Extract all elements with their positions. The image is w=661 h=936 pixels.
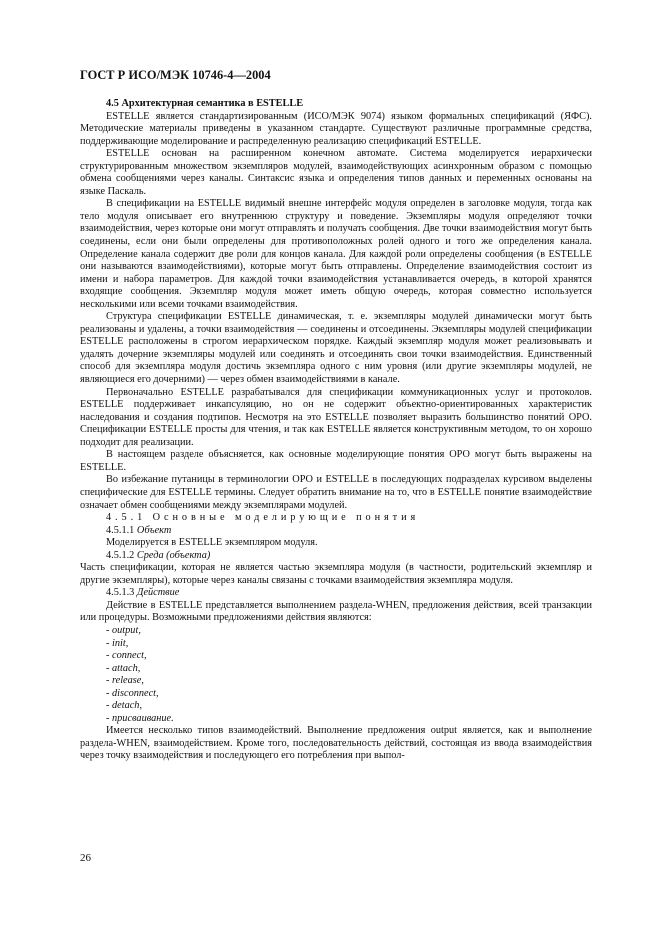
item-heading (80, 587, 592, 600)
list-item: - init, (106, 637, 129, 649)
paragraph: Во избежание путаницы в терминологии ОРО и ESTELLE в последующих подразделах курсивом выделены специфические для ESTELLE термины. Следует обратить внимание на то, что в ESTELLE понятие взаимодействие означает обмен сообщениями между экземплярами модулей. (80, 474, 592, 511)
list-item: - connect, (106, 650, 147, 662)
document-body (80, 98, 592, 763)
paragraph: ESTELLE является стандартизированным (ИСО/МЭК 9074) языком формальных спецификаций (ЯФС). Методические материалы приведены в указанном стандарте. Существуют различные программные средства, поддерживающие моделирование и распределенную реализацию спецификаций ESTELLE. (80, 110, 592, 147)
list-item: - disconnect, (106, 687, 159, 699)
action-list (80, 625, 592, 725)
item-number: 4.5.1.2 (106, 549, 135, 561)
item-heading (80, 550, 592, 563)
item-number: 4.5.1.1 (106, 524, 135, 536)
item-title: Действие (136, 587, 180, 599)
subsection-title: 4.5.1 Основные моделирующие понятия (106, 512, 420, 524)
paragraph: Действие в ESTELLE представляется выполнением раздела-WHEN, предложения действия, всей транзакции или процедуры. Возможными предложениями действия являются: (80, 599, 592, 624)
paragraph: Часть спецификации, которая не является частью экземпляра модуля (в частности, родительский экземпляр и другие экземпляры), которые через каналы связаны с точками взаимодействия экземпляра модуля. (80, 562, 592, 586)
page-number: 26 (80, 852, 91, 864)
paragraph: Структура спецификации ESTELLE динамическая, т. е. экземпляры модулей динамически могут быть реализованы и удалены, а точки взаимодействия — соединены и отсоединены. Экземпляры модулей спецификации ESTELLE расположены в строгом иерархическом порядке. Каждый экземпляр модуля может реализовывать и удалять дочерние экземпляры модулей или соединять и отсоединять свои точки взаимодействия. Единственный способ для экземпляра модуля достичь экземпляра одного с ним уровня (или другие экземпляры модулей, не являющиеся его дочерними) — через обмен взаимодействиями в канале. (80, 311, 592, 386)
list-item: - detach, (106, 700, 143, 712)
item-heading (80, 525, 592, 538)
paragraph: В спецификации на ESTELLE видимый внешне интерфейс модуля определен в заголовке модуля, тогда как тело модуля описывает его внутреннюю структуру и поведение. Экземпляры модуля определяют точки взаимодействия, через которые они могут отправлять и получать сообщения. Две точки взаимодействия могут быть соединены, если они были определены для противоположных ролей одного и того же определения канала. Определение канала содержит две роли для концов канала. Для каждой роли определены сообщения (в ESTELLE они называются взаимодействиями), которые могут быть отправлены. Определение взаимодействия состоит из имени и набора параметров. Для каждой точки взаимодействия устанавливается очередь, в которой хранятся входящие сообщения. Экземпляр модуля может иметь общую очередь, которая совместно используется несколькими или всеми точками взаимодействия. (80, 198, 592, 310)
paragraph: В настоящем разделе объясняется, как основные моделирующие понятия ОРО могут быть выражены на ESTELLE. (80, 449, 592, 473)
item-title: Объект (136, 524, 172, 536)
list-item: - attach, (106, 662, 141, 674)
paragraph: Первоначально ESTELLE разрабатывался для спецификации коммуникационных услуг и протоколов. ESTELLE поддерживает инкапсуляцию, но он не содержит объектно-ориентированных характеристик наследования и создания подтипов. Несмотря на это ESTELLE позволяет выразить большинство понятий ОРО. Спецификации ESTELLE просты для чтения, и так как ESTELLE является конструктивным методом, то он хорошо подходит для реализации. (80, 386, 592, 448)
document-header: ГОСТ Р ИСО/МЭК 10746-4—2004 (80, 68, 271, 82)
section-title: 4.5 Архитектурная семантика в ESTELLE (106, 98, 304, 109)
item-title: Среда (объекта) (136, 549, 211, 561)
paragraph: Моделируется в ESTELLE экземпляром модуля. (106, 537, 318, 549)
paragraph: ESTELLE основан на расширенном конечном автомате. Система моделируется иерархически структурированным множеством экземпляров модулей, взаимодействующих асинхронным образом с помощью обмена сообщениями через каналы. Синтаксис языка и определения типов данных и переменных основаны на языке Паскаль. (80, 148, 592, 197)
list-item: - output, (106, 624, 141, 636)
item-number: 4.5.1.3 (106, 587, 135, 599)
list-item: - release, (106, 675, 144, 687)
paragraph: Имеется несколько типов взаимодействий. Выполнение предложения output является, как и выполнение раздела-WHEN, взаимодействием. Кроме того, последовательность действий, состоящая из ввода взаимодействия через точку взаимодействия и последующего его потребления при выпол- (80, 725, 592, 762)
list-item: - присваивание. (106, 712, 174, 724)
